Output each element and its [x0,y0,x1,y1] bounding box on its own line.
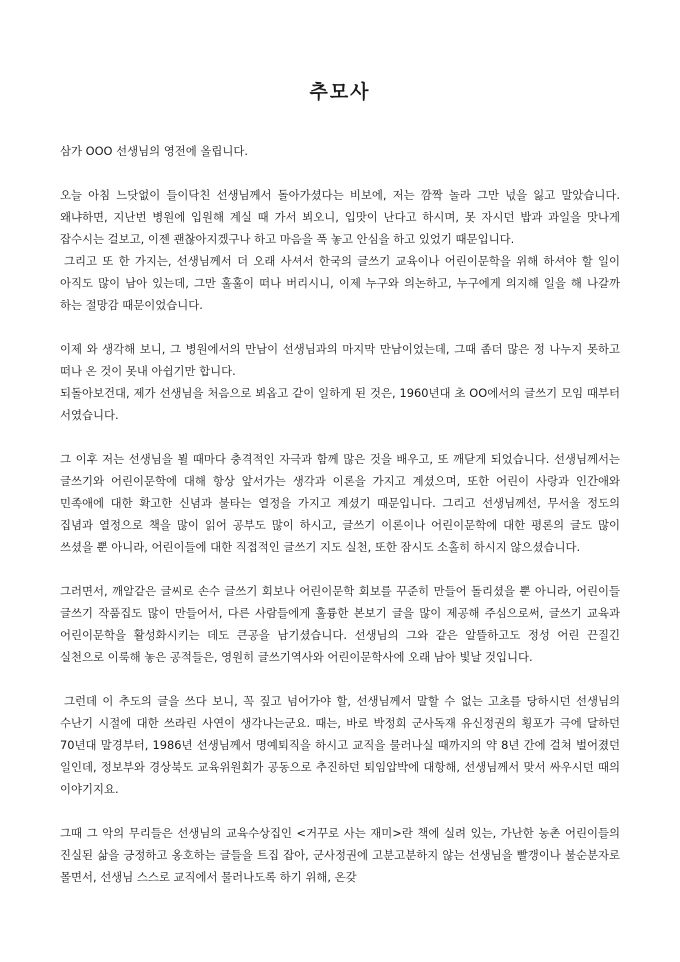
paragraph-news: 오늘 아침 느닷없이 들이닥친 선생님께서 돌아가셨다는 비보에, 저는 깜짝 놀라 그만 넋을 잃고 말았습니다. 왜냐하면, 지난번 병원에 입원해 계실 때 가서 뵈오니, 입맛이 난다고 하시며, 못 자시던 밥과 과일을 맛나게 잡수시는 걸보고, 이젠 괜찮아지겠구나 하고 마음을 푹 놓고 안심을 하고 있었기 때문입니다. [60,188,620,246]
paragraph-first-meeting: 되돌아보건대, 제가 선생님을 처음으로 뵈옵고 같이 일하게 된 것은, 1960년대 초 OO에서의 글쓰기 모임 때부터 서였습니다. [60,386,620,422]
paragraph-salutation: 삼가 OOO 선생님의 영전에 올립니다. [60,144,249,158]
paragraph-gap [60,316,620,338]
paragraph-despair: 그리고 또 한 가지는, 선생님께서 더 오래 사셔서 한국의 글쓰기 교육이나 어린이문학을 위해 하셔야 할 일이 아직도 많이 남아 있는데, 그만 훌훌이 떠나 버리시니, 이제 누구와 의논하고, 누구에게 의지해 일을 해 나갈까 하는 절망감 때문이었습니다. [60,254,620,312]
paragraph-teachings: 그 이후 저는 선생님을 뵐 때마다 충격적인 자극과 함께 많은 것을 배우고, 또 깨닫게 되었습니다. 선생님께서는 글쓰기와 어린이문학에 대해 항상 앞서가는 생각과 이론을 가지고 계셨으며, 또한 어린이 사랑과 인간애와 민족애에 대한 확고한 신념과 불타는 열정을 가지고 계셨기 때문입니다. 그리고 선생님께선, 무서울 정도의 집념과 열정으로 책을 많이 읽어 공부도 많이 하시고, 글쓰기 이론이나 어린이문학에 대한 평론의 글도 많이 쓰셨을 뿐 아니라, 어린이들에 대한 직접적인 글쓰기 지도 실천, 또한 잠시도 소홀히 하시지 않으셨습니다. [60,452,620,554]
paragraph-gap [60,668,620,690]
paragraph-persecution: 그때 그 악의 무리들은 선생님의 교육수상집인 <거꾸로 사는 재미>란 책에 실려 있는, 가난한 농촌 어린이들의 진실된 삶을 긍정하고 옹호하는 글들을 트집 잡아, 군사정권에 고분고분하지 않는 선생님을 빨갱이나 불순분자로 몰면서, 선생님 스스로 교직에서 물러나도록 하기 위해, 온갖 [60,826,620,884]
paragraph-achievements: 그러면서, 깨알같은 글씨로 손수 글쓰기 회보나 어린이문학 회보를 꾸준히 만들어 돌리셨을 뿐 아니라, 어린이들 글쓰기 작품집도 많이 만들어서, 다른 사람들에게 훌륭한 본보기 글을 많이 제공해 주심으로써, 글쓰기 교육과 어린이문학을 활성화시키는 데도 큰공을 남기셨습니다. 선생님의 그와 같은 알뜰하고도 정성 어린 끈질긴 실천으로 이룩해 놓은 공적들은, 영원히 글쓰기역사와 어린이문학사에 오래 남아 빛날 것입니다. [60,584,620,664]
paragraph-gap [60,162,620,184]
paragraph-gap [60,800,620,822]
paragraph-last-meeting: 이제 와 생각해 보니, 그 병원에서의 만남이 선생님과의 마지막 만남이었는데, 그때 좀더 많은 정 나누지 못하고 떠나 온 것이 못내 아쉽기만 합니다. [60,342,620,378]
paragraph-hardship: 그런데 이 추도의 글을 쓰다 보니, 꼭 짚고 넘어가야 할, 선생님께서 말할 수 없는 고초를 당하시던 선생님의 수난기 시절에 대한 쓰라린 사연이 생각나는군요. 때는, 바로 박정희 군사독재 유신정권의 횡포가 극에 달하던 70년대 말경부터, 1986년 선생님께서 명예퇴직을 하시고 교직을 물러나실 때까지의 약 8년 간에 걸쳐 벌어졌던 일인데, 정보부와 경상북도 교육위원회가 공동으로 추진하던 퇴임압박에 대항해, 선생님께서 맞서 싸우시던 때의 이야기지요. [60,694,620,796]
paragraph-gap [60,558,620,580]
paragraph-gap [60,426,620,448]
document-title: 추모사 [309,81,371,103]
